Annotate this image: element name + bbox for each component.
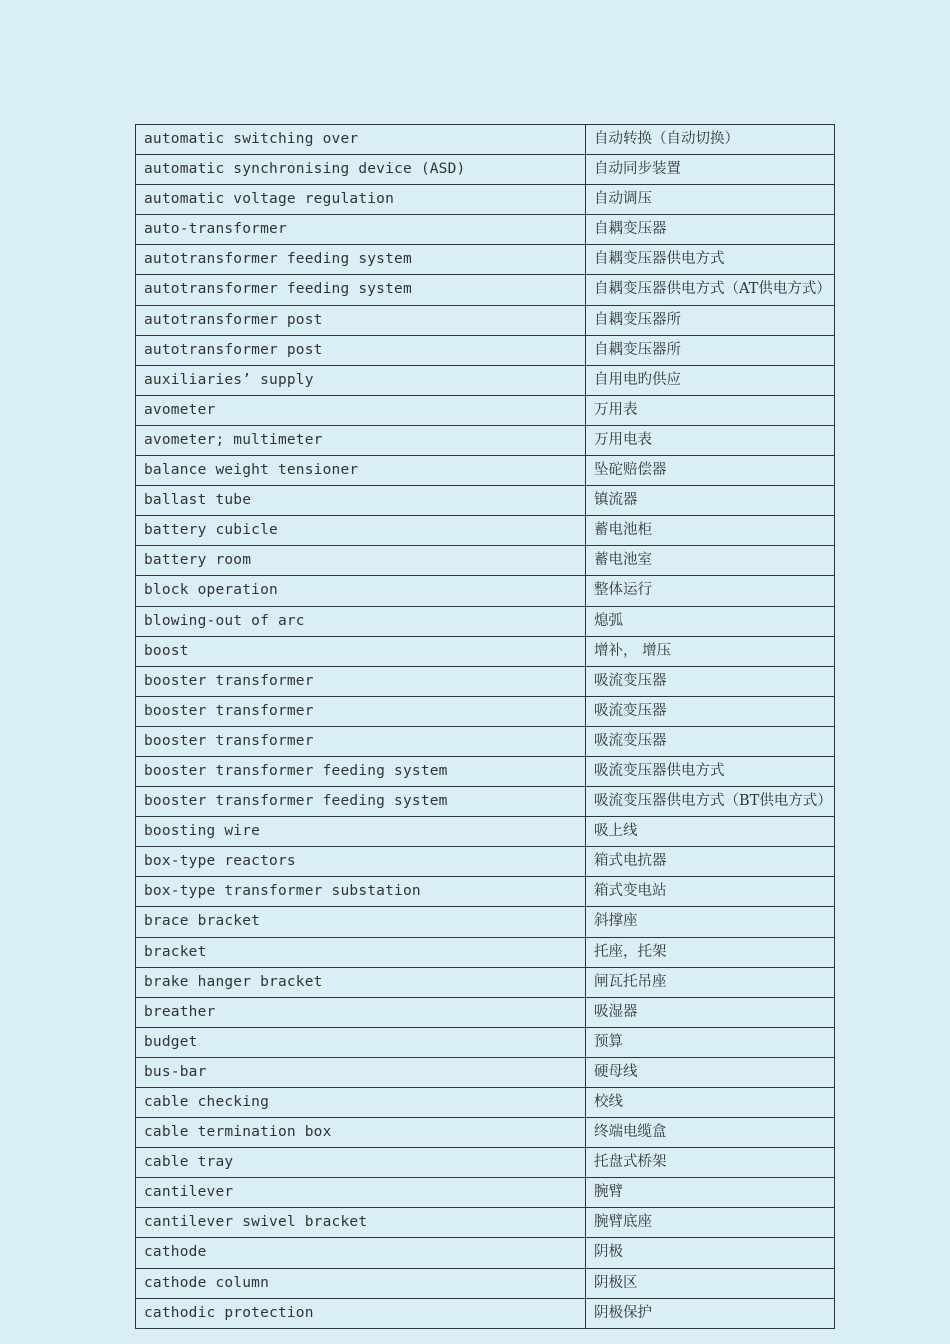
table-row bbox=[136, 215, 835, 245]
english-term-cell: cantilever bbox=[136, 1178, 586, 1208]
glossary-table-body bbox=[136, 125, 835, 1329]
english-term-cell: battery cubicle bbox=[136, 516, 586, 546]
chinese-term-cell: 吸湿器 bbox=[586, 997, 835, 1027]
english-term-cell: automatic voltage regulation bbox=[136, 185, 586, 215]
english-term-cell: avometer; multimeter bbox=[136, 425, 586, 455]
english-term-cell: breather bbox=[136, 997, 586, 1027]
chinese-term-cell: 终端电缆盒 bbox=[586, 1118, 835, 1148]
table-row bbox=[136, 937, 835, 967]
table-row bbox=[136, 817, 835, 847]
chinese-term-cell: 斜撑座 bbox=[586, 907, 835, 937]
english-term-cell: cathode bbox=[136, 1238, 586, 1268]
english-term-cell: blowing-out of arc bbox=[136, 606, 586, 636]
chinese-term-cell: 蓄电池室 bbox=[586, 546, 835, 576]
chinese-term-cell: 硬母线 bbox=[586, 1057, 835, 1087]
glossary-table-container bbox=[135, 124, 834, 1329]
chinese-term-cell: 整体运行 bbox=[586, 576, 835, 606]
chinese-term-cell: 坠砣赔偿器 bbox=[586, 456, 835, 486]
chinese-term-cell: 吸流变压器 bbox=[586, 726, 835, 756]
table-row bbox=[136, 185, 835, 215]
table-row bbox=[136, 847, 835, 877]
english-term-cell: cantilever swivel bracket bbox=[136, 1208, 586, 1238]
table-row bbox=[136, 546, 835, 576]
chinese-term-cell: 熄弧 bbox=[586, 606, 835, 636]
english-term-cell: box-type transformer substation bbox=[136, 877, 586, 907]
english-term-cell: cathode column bbox=[136, 1268, 586, 1298]
table-row bbox=[136, 907, 835, 937]
chinese-term-cell: 蓄电池柜 bbox=[586, 516, 835, 546]
table-row bbox=[136, 1208, 835, 1238]
chinese-term-cell: 万用电表 bbox=[586, 425, 835, 455]
table-row bbox=[136, 756, 835, 786]
table-row bbox=[136, 997, 835, 1027]
english-term-cell: booster transformer bbox=[136, 726, 586, 756]
english-term-cell: cable tray bbox=[136, 1148, 586, 1178]
chinese-term-cell: 万用表 bbox=[586, 395, 835, 425]
chinese-term-cell: 箱式变电站 bbox=[586, 877, 835, 907]
chinese-term-cell: 自耦变压器 bbox=[586, 215, 835, 245]
english-term-cell: bus-bar bbox=[136, 1057, 586, 1087]
english-term-cell: autotransformer feeding system bbox=[136, 245, 586, 275]
table-row bbox=[136, 576, 835, 606]
table-row bbox=[136, 1148, 835, 1178]
table-row bbox=[136, 1057, 835, 1087]
table-row bbox=[136, 125, 835, 155]
english-term-cell: block operation bbox=[136, 576, 586, 606]
table-row bbox=[136, 696, 835, 726]
chinese-term-cell: 阴极保护 bbox=[586, 1298, 835, 1328]
chinese-term-cell: 箱式电抗器 bbox=[586, 847, 835, 877]
table-row bbox=[136, 486, 835, 516]
english-term-cell: ballast tube bbox=[136, 486, 586, 516]
chinese-term-cell: 吸流变压器供电方式（BT供电方式） bbox=[586, 787, 835, 817]
chinese-term-cell: 吸流变压器 bbox=[586, 666, 835, 696]
english-term-cell: boost bbox=[136, 636, 586, 666]
english-term-cell: autotransformer feeding system bbox=[136, 275, 586, 305]
english-term-cell: autotransformer post bbox=[136, 305, 586, 335]
chinese-term-cell: 自动调压 bbox=[586, 185, 835, 215]
table-row bbox=[136, 1268, 835, 1298]
chinese-term-cell: 自用电旳供应 bbox=[586, 365, 835, 395]
table-row bbox=[136, 636, 835, 666]
english-term-cell: brace bracket bbox=[136, 907, 586, 937]
chinese-term-cell: 腕臂 bbox=[586, 1178, 835, 1208]
table-row bbox=[136, 1088, 835, 1118]
english-term-cell: booster transformer feeding system bbox=[136, 756, 586, 786]
table-row bbox=[136, 395, 835, 425]
chinese-term-cell: 自耦变压器供电方式（AT供电方式） bbox=[586, 275, 835, 305]
table-row bbox=[136, 1027, 835, 1057]
chinese-term-cell: 托盘式桥架 bbox=[586, 1148, 835, 1178]
english-term-cell: autotransformer post bbox=[136, 335, 586, 365]
chinese-term-cell: 自耦变压器所 bbox=[586, 305, 835, 335]
chinese-term-cell: 校线 bbox=[586, 1088, 835, 1118]
chinese-term-cell: 阴极 bbox=[586, 1238, 835, 1268]
table-row bbox=[136, 1178, 835, 1208]
english-term-cell: cable checking bbox=[136, 1088, 586, 1118]
english-term-cell: avometer bbox=[136, 395, 586, 425]
english-term-cell: box-type reactors bbox=[136, 847, 586, 877]
table-row bbox=[136, 877, 835, 907]
table-row bbox=[136, 425, 835, 455]
english-term-cell: auxiliaries’ supply bbox=[136, 365, 586, 395]
table-row bbox=[136, 275, 835, 305]
chinese-term-cell: 自动同步装置 bbox=[586, 155, 835, 185]
chinese-term-cell: 吸上线 bbox=[586, 817, 835, 847]
chinese-term-cell: 预算 bbox=[586, 1027, 835, 1057]
english-term-cell: booster transformer bbox=[136, 696, 586, 726]
chinese-term-cell: 自动转换（自动切换） bbox=[586, 125, 835, 155]
chinese-term-cell: 自耦变压器供电方式 bbox=[586, 245, 835, 275]
english-term-cell: booster transformer feeding system bbox=[136, 787, 586, 817]
chinese-term-cell: 吸流变压器供电方式 bbox=[586, 756, 835, 786]
english-term-cell: balance weight tensioner bbox=[136, 456, 586, 486]
english-term-cell: brake hanger bracket bbox=[136, 967, 586, 997]
english-term-cell: automatic switching over bbox=[136, 125, 586, 155]
chinese-term-cell: 自耦变压器所 bbox=[586, 335, 835, 365]
table-row bbox=[136, 516, 835, 546]
english-term-cell: automatic synchronising device (ASD) bbox=[136, 155, 586, 185]
table-row bbox=[136, 726, 835, 756]
table-row bbox=[136, 666, 835, 696]
table-row bbox=[136, 606, 835, 636]
table-row bbox=[136, 1238, 835, 1268]
chinese-term-cell: 阴极区 bbox=[586, 1268, 835, 1298]
english-term-cell: booster transformer bbox=[136, 666, 586, 696]
english-term-cell: boosting wire bbox=[136, 817, 586, 847]
english-term-cell: bracket bbox=[136, 937, 586, 967]
english-term-cell: auto-transformer bbox=[136, 215, 586, 245]
english-term-cell: cable termination box bbox=[136, 1118, 586, 1148]
english-term-cell: budget bbox=[136, 1027, 586, 1057]
table-row bbox=[136, 305, 835, 335]
table-row bbox=[136, 245, 835, 275]
table-row bbox=[136, 335, 835, 365]
table-row bbox=[136, 1298, 835, 1328]
table-row bbox=[136, 155, 835, 185]
chinese-term-cell: 闸瓦托吊座 bbox=[586, 967, 835, 997]
chinese-term-cell: 吸流变压器 bbox=[586, 696, 835, 726]
table-row bbox=[136, 967, 835, 997]
glossary-table bbox=[135, 124, 835, 1329]
table-row bbox=[136, 365, 835, 395]
table-row bbox=[136, 456, 835, 486]
table-row bbox=[136, 1118, 835, 1148]
chinese-term-cell: 腕臂底座 bbox=[586, 1208, 835, 1238]
english-term-cell: battery room bbox=[136, 546, 586, 576]
english-term-cell: cathodic protection bbox=[136, 1298, 586, 1328]
chinese-term-cell: 托座，托架 bbox=[586, 937, 835, 967]
chinese-term-cell: 增补， 增压 bbox=[586, 636, 835, 666]
chinese-term-cell: 镇流器 bbox=[586, 486, 835, 516]
table-row bbox=[136, 787, 835, 817]
